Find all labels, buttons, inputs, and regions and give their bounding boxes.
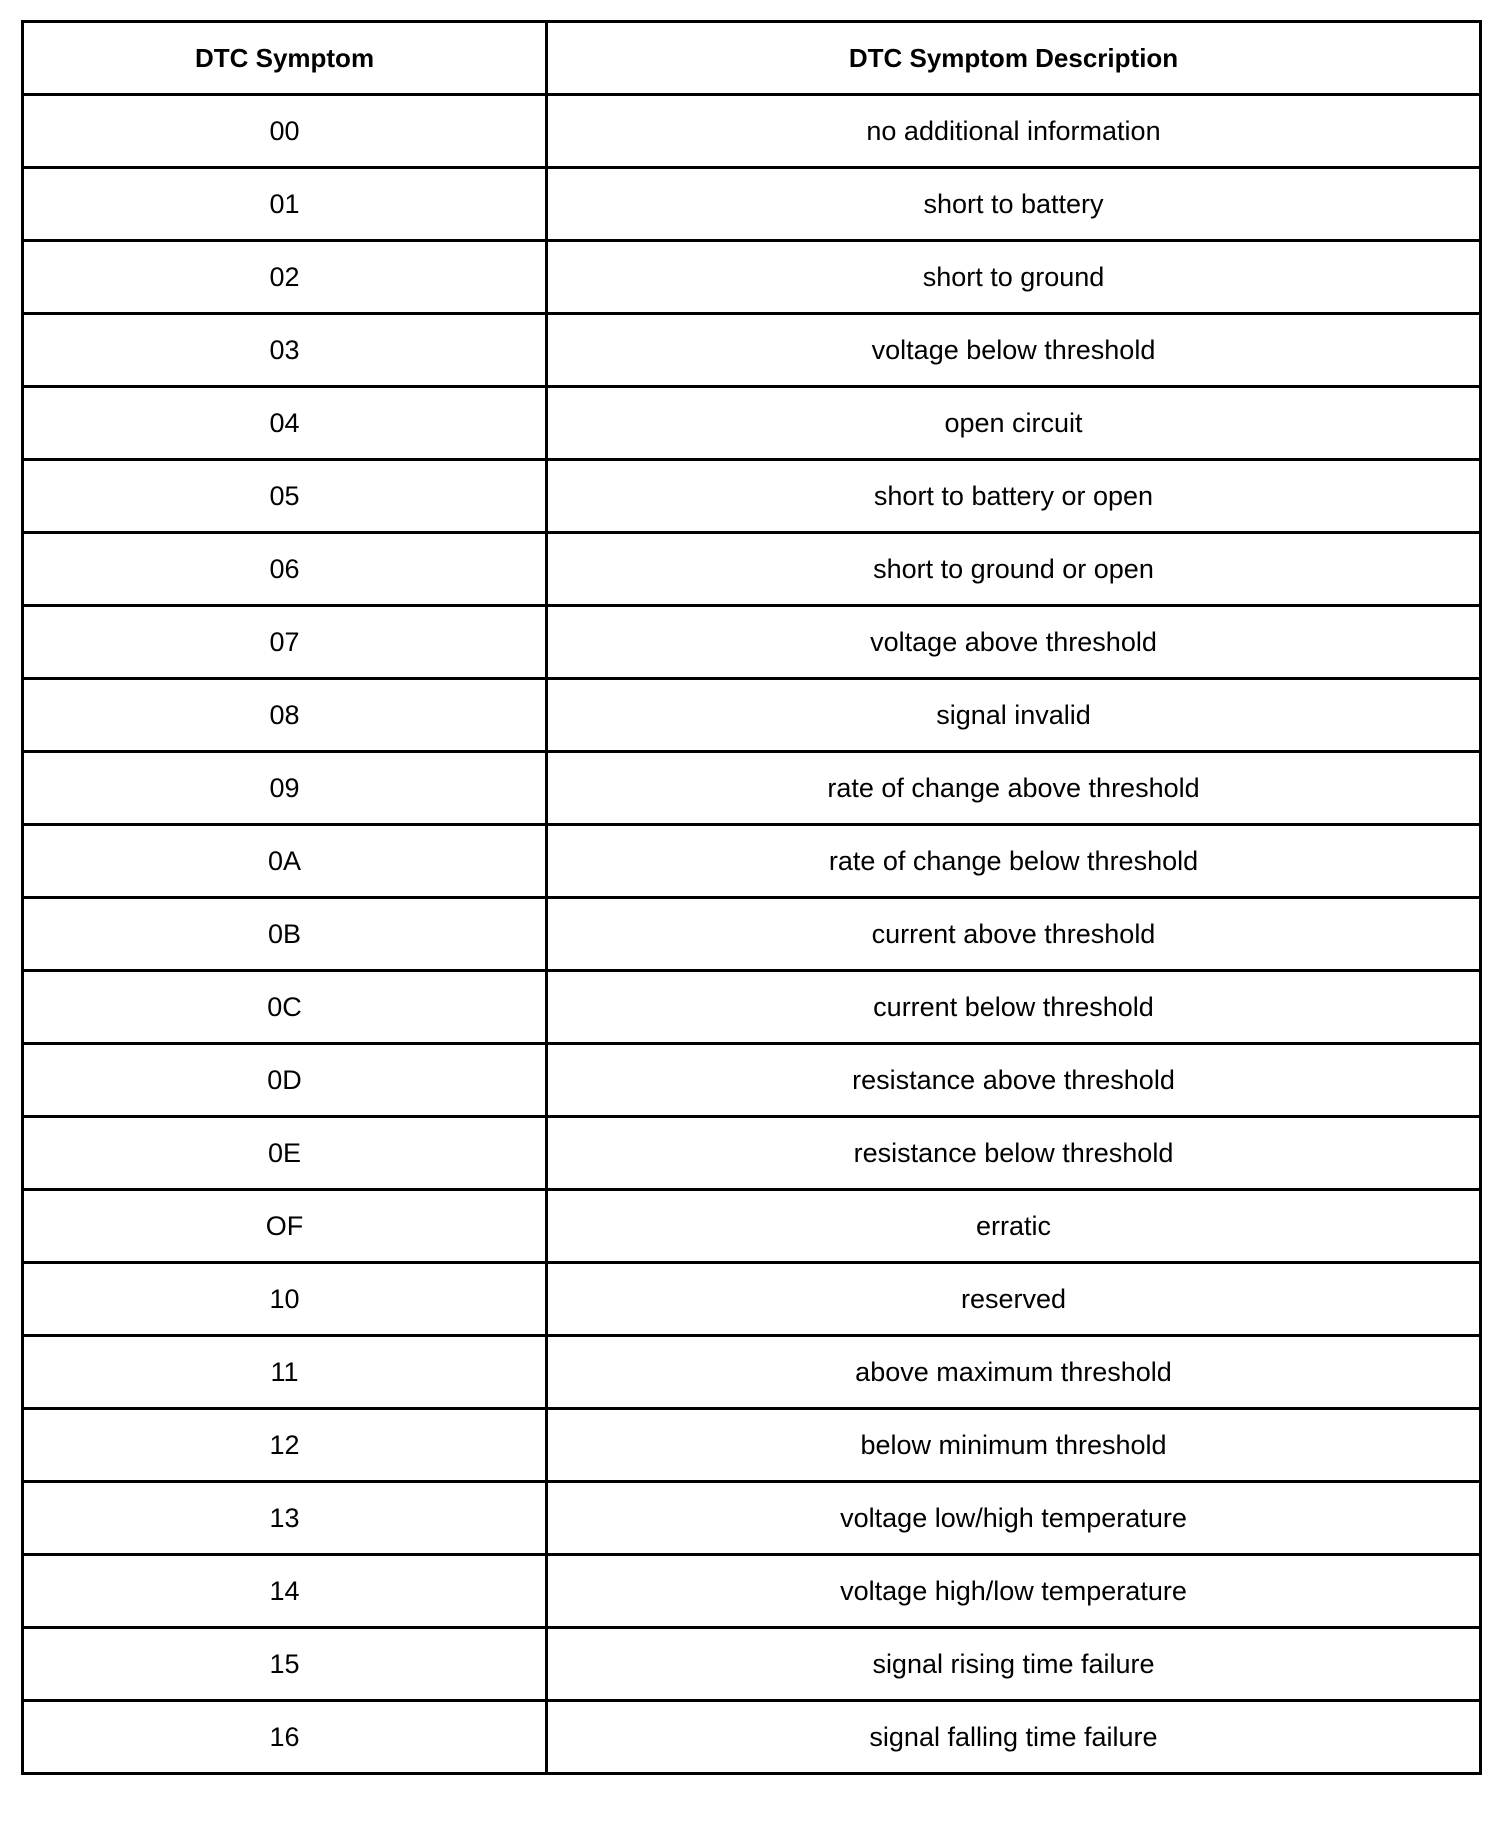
table-row <box>23 1190 1481 1263</box>
table-row <box>23 1409 1481 1482</box>
dtc-symptom-code: 16 <box>23 1701 547 1774</box>
dtc-symptom-code: 10 <box>23 1263 547 1336</box>
dtc-symptom-description: rate of change above threshold <box>547 752 1481 825</box>
table-header <box>23 22 1481 95</box>
table-row <box>23 1482 1481 1555</box>
dtc-symptom-description: resistance above threshold <box>547 1044 1481 1117</box>
dtc-symptom-table <box>21 20 1482 1775</box>
table-row <box>23 241 1481 314</box>
table-row <box>23 1044 1481 1117</box>
dtc-symptom-description: voltage above threshold <box>547 606 1481 679</box>
dtc-symptom-description: signal rising time failure <box>547 1628 1481 1701</box>
dtc-symptom-description: voltage below threshold <box>547 314 1481 387</box>
dtc-symptom-description: current above threshold <box>547 898 1481 971</box>
dtc-symptom-description: short to ground <box>547 241 1481 314</box>
dtc-symptom-description: below minimum threshold <box>547 1409 1481 1482</box>
dtc-symptom-description: current below threshold <box>547 971 1481 1044</box>
dtc-symptom-code: 15 <box>23 1628 547 1701</box>
dtc-symptom-code: 05 <box>23 460 547 533</box>
table-row <box>23 606 1481 679</box>
dtc-symptom-description: signal falling time failure <box>547 1701 1481 1774</box>
dtc-symptom-code: 0E <box>23 1117 547 1190</box>
dtc-symptom-code: 00 <box>23 95 547 168</box>
table-row <box>23 460 1481 533</box>
table-row <box>23 679 1481 752</box>
dtc-symptom-code: 14 <box>23 1555 547 1628</box>
dtc-symptom-code: 12 <box>23 1409 547 1482</box>
table-row <box>23 1117 1481 1190</box>
dtc-symptom-code: 0D <box>23 1044 547 1117</box>
header-dtc-symptom-description: DTC Symptom Description <box>547 22 1481 95</box>
dtc-symptom-description: above maximum threshold <box>547 1336 1481 1409</box>
table-row <box>23 825 1481 898</box>
dtc-symptom-description: short to battery <box>547 168 1481 241</box>
table-row <box>23 1555 1481 1628</box>
dtc-symptom-code: 04 <box>23 387 547 460</box>
table-row <box>23 314 1481 387</box>
dtc-symptom-code: 09 <box>23 752 547 825</box>
dtc-symptom-description: resistance below threshold <box>547 1117 1481 1190</box>
table-row <box>23 168 1481 241</box>
dtc-symptom-code: 0A <box>23 825 547 898</box>
table-row <box>23 533 1481 606</box>
dtc-symptom-description: voltage high/low temperature <box>547 1555 1481 1628</box>
dtc-symptom-code: OF <box>23 1190 547 1263</box>
dtc-symptom-code: 0B <box>23 898 547 971</box>
dtc-symptom-description: short to ground or open <box>547 533 1481 606</box>
dtc-symptom-code: 11 <box>23 1336 547 1409</box>
table-body <box>23 95 1481 1774</box>
dtc-symptom-description: rate of change below threshold <box>547 825 1481 898</box>
table-row <box>23 1628 1481 1701</box>
dtc-symptom-code: 08 <box>23 679 547 752</box>
dtc-symptom-description: erratic <box>547 1190 1481 1263</box>
dtc-symptom-code: 07 <box>23 606 547 679</box>
table-row <box>23 1336 1481 1409</box>
header-dtc-symptom: DTC Symptom <box>23 22 547 95</box>
dtc-symptom-description: signal invalid <box>547 679 1481 752</box>
dtc-symptom-code: 0C <box>23 971 547 1044</box>
dtc-symptom-code: 01 <box>23 168 547 241</box>
dtc-symptom-code: 13 <box>23 1482 547 1555</box>
dtc-symptom-code: 03 <box>23 314 547 387</box>
table-row <box>23 898 1481 971</box>
table-row <box>23 1263 1481 1336</box>
header-row <box>23 22 1481 95</box>
table-row <box>23 1701 1481 1774</box>
dtc-symptom-description: reserved <box>547 1263 1481 1336</box>
dtc-symptom-code: 06 <box>23 533 547 606</box>
table-row <box>23 971 1481 1044</box>
dtc-symptom-description: no additional information <box>547 95 1481 168</box>
table-row <box>23 752 1481 825</box>
dtc-symptom-description: short to battery or open <box>547 460 1481 533</box>
table-row <box>23 387 1481 460</box>
dtc-symptom-description: voltage low/high temperature <box>547 1482 1481 1555</box>
dtc-symptom-code: 02 <box>23 241 547 314</box>
table-row <box>23 95 1481 168</box>
dtc-symptom-description: open circuit <box>547 387 1481 460</box>
